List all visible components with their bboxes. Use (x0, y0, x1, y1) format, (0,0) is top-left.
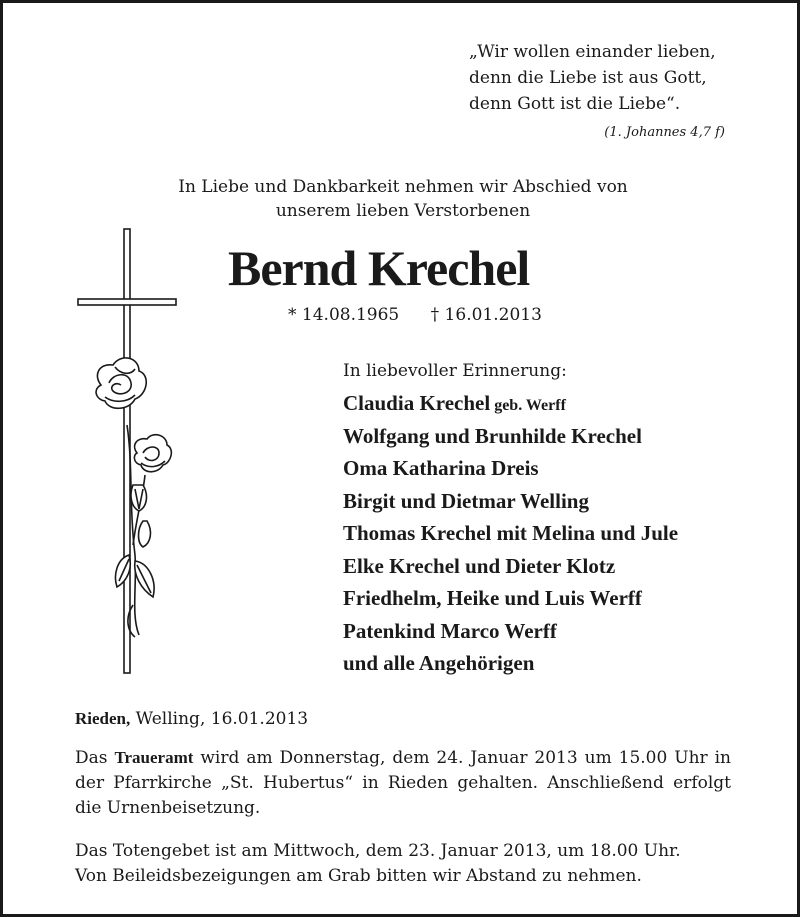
list-item (343, 615, 678, 648)
closing-line-2: Von Beileidsbezeigungen am Grab bitten wir Abstand zu nehmen. (75, 866, 642, 886)
quote-reference: (1. Johannes 4,7 f) (604, 125, 725, 140)
intro-line-1: In Liebe und Dankbarkeit nehmen wir Abschied von (178, 177, 628, 197)
list-item (343, 550, 678, 583)
quote-line: denn die Liebe ist aus Gott, (469, 68, 707, 88)
mourners-list (343, 387, 678, 680)
deceased-name: Bernd Krechel (228, 240, 530, 296)
mourner-name: Birgit und Dietmar Welling (343, 488, 589, 513)
life-dates (288, 305, 542, 325)
closing-paragraph (75, 839, 731, 889)
mourner-name: Elke Krechel und Dieter Klotz (343, 553, 616, 578)
list-item (343, 485, 678, 518)
service-bold: Traueramt (114, 748, 194, 767)
mourner-name: Oma Katharina Dreis (343, 456, 539, 480)
place-town: Rieden, (75, 709, 131, 728)
mourner-name: Friedhelm, Heike und Luis Werff (343, 586, 642, 610)
list-item (343, 452, 678, 485)
mourner-name: Thomas Krechel mit Melina und Jule (343, 521, 679, 545)
place-rest: Welling, 16.01.2013 (130, 709, 309, 729)
mourner-name: Claudia Krechel (343, 391, 491, 415)
service-pre: Das (75, 748, 115, 768)
list-item (343, 647, 678, 680)
mourner-name: Patenkind Marco Werff (343, 618, 557, 643)
birth-date: * 14.08.1965 (288, 305, 400, 325)
intro-line-2: unserem lieben Verstorbenen (275, 201, 531, 221)
quote-line: denn Gott ist die Liebe“. (469, 94, 681, 114)
place-date-line (75, 709, 308, 729)
mourner-suffix: geb. Werff (490, 397, 566, 414)
mourner-name: Wolfgang und Brunhilde Krechel (343, 423, 642, 448)
quote-line: „Wir wollen einander lieben, (469, 42, 716, 62)
list-item (343, 582, 678, 615)
list-item (343, 517, 678, 550)
list-item (343, 420, 678, 453)
bible-quote (469, 39, 769, 117)
death-date: † 16.01.2013 (430, 305, 542, 325)
closing-line-1: Das Totengebet ist am Mittwoch, dem 23. Januar 2013, um 18.00 Uhr. (75, 841, 681, 861)
service-paragraph (75, 745, 731, 821)
cross-with-roses-icon (73, 225, 188, 680)
service-post: wird am Donnerstag, dem 24. Januar 2013 um 15.00 Uhr in der Pfarrkirche „St. Hubertus“ in Rieden gehalten. Anschließend erfolgt die Urnenbeisetzung. (75, 748, 731, 818)
mourner-name: und alle Angehörigen (343, 651, 535, 675)
list-item (343, 387, 678, 420)
memory-label: In liebevoller Erinnerung: (343, 361, 567, 381)
